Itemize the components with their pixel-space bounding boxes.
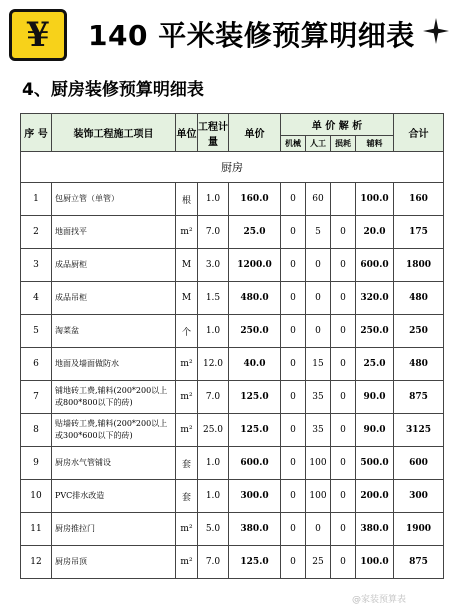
cell-machine: 0 [281, 513, 306, 546]
sparkle-icon [423, 18, 449, 44]
table-row [21, 216, 444, 249]
cell-item: 厨房水气管铺设 [52, 447, 176, 480]
cell-price: 380.0 [229, 513, 281, 546]
cell-loss: 0 [331, 348, 356, 381]
page-title: 140 平米装修预算明细表 [88, 19, 415, 52]
cell-loss [331, 183, 356, 216]
cell-machine: 0 [281, 447, 306, 480]
cell-price: 250.0 [229, 315, 281, 348]
header-total: 合计 [394, 114, 444, 152]
cell-material: 320.0 [356, 282, 394, 315]
cell-qty: 25.0 [198, 414, 229, 447]
cell-qty: 7.0 [198, 381, 229, 414]
cell-total: 3125 [394, 414, 444, 447]
cell-price: 600.0 [229, 447, 281, 480]
cell-no: 6 [21, 348, 52, 381]
cell-unit: m² [176, 348, 198, 381]
table-row [21, 513, 444, 546]
cell-machine: 0 [281, 381, 306, 414]
cell-machine: 0 [281, 249, 306, 282]
cell-labor: 60 [306, 183, 331, 216]
cell-loss: 0 [331, 480, 356, 513]
cell-unit: 套 [176, 480, 198, 513]
cell-item: 地面及墙面做防水 [52, 348, 176, 381]
cell-loss: 0 [331, 414, 356, 447]
cell-unit: 套 [176, 447, 198, 480]
cell-qty: 1.0 [198, 183, 229, 216]
cell-loss: 0 [331, 282, 356, 315]
cell-machine: 0 [281, 315, 306, 348]
cell-qty: 3.0 [198, 249, 229, 282]
table-row [21, 249, 444, 282]
header-qty: 工程计量 [198, 114, 229, 152]
cell-loss: 0 [331, 216, 356, 249]
header-price: 单价 [229, 114, 281, 152]
cell-material: 20.0 [356, 216, 394, 249]
header-item: 装饰工程施工项目 [52, 114, 176, 152]
cell-total: 300 [394, 480, 444, 513]
cell-material: 90.0 [356, 414, 394, 447]
cell-machine: 0 [281, 216, 306, 249]
cell-labor: 5 [306, 216, 331, 249]
table-row [21, 546, 444, 579]
cell-unit: M [176, 282, 198, 315]
cell-price: 1200.0 [229, 249, 281, 282]
cell-qty: 12.0 [198, 348, 229, 381]
cell-unit: 个 [176, 315, 198, 348]
cell-total: 1900 [394, 513, 444, 546]
cell-total: 480 [394, 348, 444, 381]
cell-unit: m² [176, 414, 198, 447]
cell-item: PVC排水改造 [52, 480, 176, 513]
cell-labor: 15 [306, 348, 331, 381]
cell-unit: 根 [176, 183, 198, 216]
header [0, 0, 460, 68]
cell-qty: 7.0 [198, 546, 229, 579]
cell-qty: 1.5 [198, 282, 229, 315]
budget-table-wrapper [20, 113, 443, 579]
cell-no: 11 [21, 513, 52, 546]
cell-price: 125.0 [229, 414, 281, 447]
cell-qty: 5.0 [198, 513, 229, 546]
cell-qty: 7.0 [198, 216, 229, 249]
cell-no: 4 [21, 282, 52, 315]
cell-total: 250 [394, 315, 444, 348]
cell-no: 3 [21, 249, 52, 282]
cell-labor: 100 [306, 447, 331, 480]
cell-no: 9 [21, 447, 52, 480]
cell-qty: 1.0 [198, 315, 229, 348]
cell-total: 875 [394, 546, 444, 579]
cell-material: 500.0 [356, 447, 394, 480]
table-row [21, 282, 444, 315]
section-row [21, 152, 444, 183]
cell-material: 90.0 [356, 381, 394, 414]
cell-labor: 0 [306, 249, 331, 282]
cell-unit: m² [176, 513, 198, 546]
cell-unit: m² [176, 216, 198, 249]
cell-loss: 0 [331, 381, 356, 414]
header-machine: 机械 [281, 136, 306, 152]
cell-loss: 0 [331, 249, 356, 282]
cell-item: 成品厨柜 [52, 249, 176, 282]
cell-material: 250.0 [356, 315, 394, 348]
cell-total: 875 [394, 381, 444, 414]
cell-loss: 0 [331, 447, 356, 480]
table-row [21, 183, 444, 216]
cell-loss: 0 [331, 513, 356, 546]
cell-no: 1 [21, 183, 52, 216]
header-labor: 人工 [306, 136, 331, 152]
cell-qty: 1.0 [198, 480, 229, 513]
header-material: 辅料 [356, 136, 394, 152]
table-row [21, 348, 444, 381]
cell-price: 40.0 [229, 348, 281, 381]
cell-no: 8 [21, 414, 52, 447]
cell-no: 12 [21, 546, 52, 579]
cell-machine: 0 [281, 480, 306, 513]
section-label: 厨房 [21, 152, 444, 183]
cell-item: 贴墙砖工费,辅料(200*200以上或300*600以下的砖) [52, 414, 176, 447]
cell-item: 包厨立管（单管） [52, 183, 176, 216]
table-row [21, 447, 444, 480]
cell-qty: 1.0 [198, 447, 229, 480]
cell-total: 600 [394, 447, 444, 480]
cell-unit: m² [176, 546, 198, 579]
cell-no: 5 [21, 315, 52, 348]
cell-machine: 0 [281, 348, 306, 381]
cell-total: 160 [394, 183, 444, 216]
cell-machine: 0 [281, 282, 306, 315]
cell-loss: 0 [331, 546, 356, 579]
cell-material: 200.0 [356, 480, 394, 513]
cell-price: 25.0 [229, 216, 281, 249]
cell-unit: m² [176, 381, 198, 414]
header-breakdown: 单 价 解 析 [281, 114, 394, 136]
cell-loss: 0 [331, 315, 356, 348]
cell-material: 380.0 [356, 513, 394, 546]
header-no: 序 号 [21, 114, 52, 152]
table-row [21, 381, 444, 414]
section-subtitle: 4、厨房装修预算明细表 [22, 80, 204, 100]
header-loss: 损耗 [331, 136, 356, 152]
cell-price: 300.0 [229, 480, 281, 513]
cell-no: 10 [21, 480, 52, 513]
cell-item: 厨房推拉门 [52, 513, 176, 546]
cell-labor: 0 [306, 315, 331, 348]
cell-machine: 0 [281, 183, 306, 216]
table-header-row [21, 114, 444, 136]
cell-price: 160.0 [229, 183, 281, 216]
cell-labor: 100 [306, 480, 331, 513]
cell-labor: 35 [306, 381, 331, 414]
cell-total: 1800 [394, 249, 444, 282]
cell-total: 480 [394, 282, 444, 315]
cell-price: 480.0 [229, 282, 281, 315]
yen-logo-icon [9, 9, 67, 61]
cell-labor: 25 [306, 546, 331, 579]
cell-labor: 35 [306, 414, 331, 447]
table-row [21, 480, 444, 513]
cell-item: 成品吊柜 [52, 282, 176, 315]
cell-material: 25.0 [356, 348, 394, 381]
cell-material: 600.0 [356, 249, 394, 282]
cell-total: 175 [394, 216, 444, 249]
cell-labor: 0 [306, 282, 331, 315]
cell-price: 125.0 [229, 546, 281, 579]
cell-unit: M [176, 249, 198, 282]
cell-item: 淘菜盆 [52, 315, 176, 348]
table-row [21, 315, 444, 348]
budget-table [20, 113, 444, 579]
table-row [21, 414, 444, 447]
cell-price: 125.0 [229, 381, 281, 414]
cell-item: 铺地砖工费,辅料(200*200以上或800*800以下的砖) [52, 381, 176, 414]
cell-item: 地面找平 [52, 216, 176, 249]
cell-material: 100.0 [356, 183, 394, 216]
yen-glyph: ¥ [26, 15, 50, 55]
cell-material: 100.0 [356, 546, 394, 579]
header-unit: 单位 [176, 114, 198, 152]
cell-item: 厨房吊顶 [52, 546, 176, 579]
cell-no: 2 [21, 216, 52, 249]
cell-labor: 0 [306, 513, 331, 546]
watermark: @家装预算表 [352, 595, 407, 605]
cell-no: 7 [21, 381, 52, 414]
cell-machine: 0 [281, 546, 306, 579]
cell-machine: 0 [281, 414, 306, 447]
